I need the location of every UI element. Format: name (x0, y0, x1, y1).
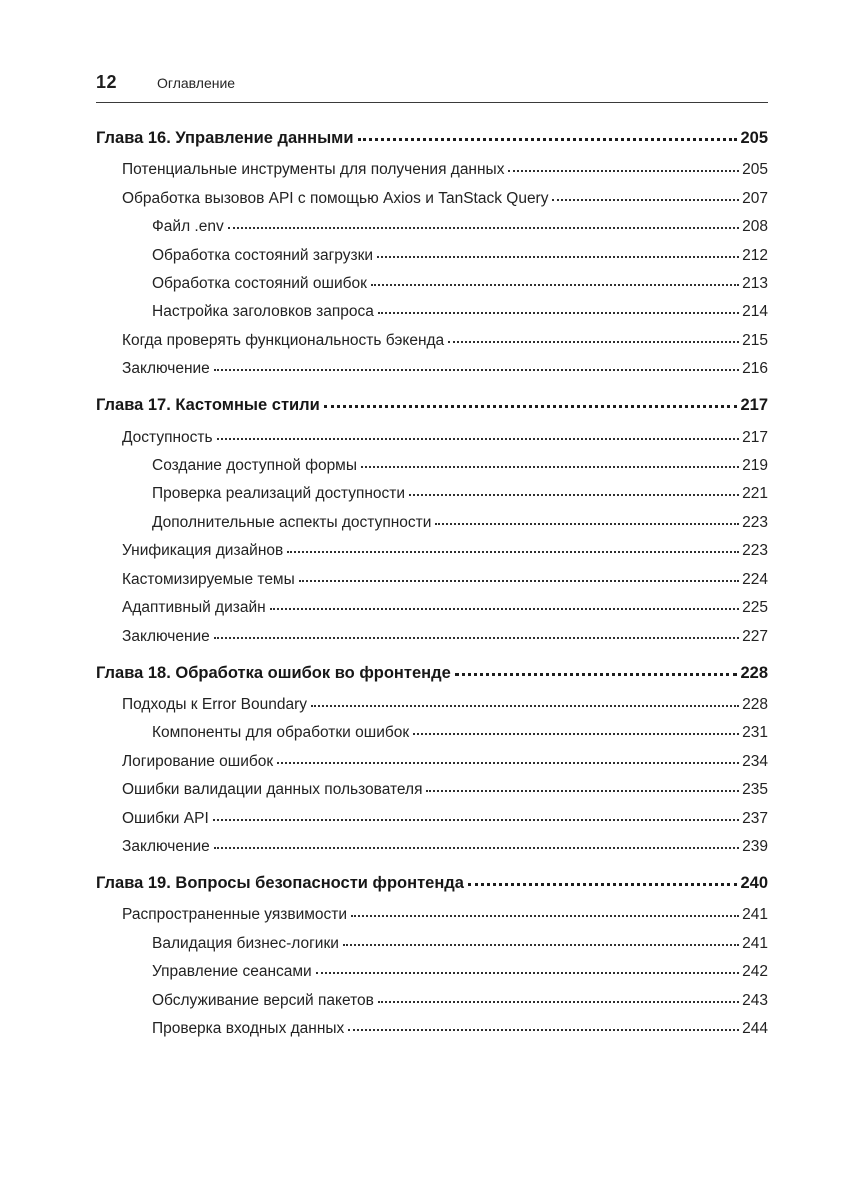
toc-entry-row (96, 514, 768, 532)
toc-entry-page: 242 (742, 963, 768, 981)
dot-leader (378, 312, 739, 314)
toc-entry-page: 221 (742, 485, 768, 503)
toc-entry-row (96, 696, 768, 714)
toc-entry-title: Обработка состояний ошибок (152, 275, 367, 292)
toc-entry-page: 214 (742, 303, 768, 321)
page-content (96, 0, 768, 1049)
toc-entry-title: Адаптивный дизайн (122, 599, 266, 617)
dot-leader (371, 284, 739, 286)
toc-entry-title: Распространенные уязвимости (122, 906, 348, 924)
dot-leader (214, 847, 739, 849)
toc-entry-title: Проверка реализаций доступности (152, 485, 406, 503)
running-header (96, 0, 768, 103)
toc-entry-title: Создание доступной формы (152, 456, 357, 474)
toc-entry-row (96, 810, 768, 828)
dot-leader (508, 170, 739, 172)
toc-entry-row (96, 628, 768, 646)
toc-entry-title: Настройка заголовков запроса (152, 303, 374, 321)
toc-entry-title: Глава 18. Обработка ошибок во фронтенде (96, 663, 451, 682)
toc-chapter-row (96, 664, 768, 683)
toc-entry-page: 224 (742, 570, 768, 588)
toc-entry-page: 227 (742, 627, 768, 645)
toc-entry-title: Обслуживание версий пакетов (152, 991, 374, 1009)
dot-leader (552, 199, 739, 201)
toc-section (96, 664, 768, 856)
toc-entry-row (96, 247, 768, 265)
toc-entry-page: 234 (742, 752, 768, 770)
toc-entry-page: 228 (740, 663, 768, 682)
dot-leader (409, 494, 739, 496)
toc-entry-row (96, 935, 768, 953)
toc-entry-title: Валидация бизнес-логики (152, 934, 339, 952)
toc-entry-title: Управление сеансами (152, 963, 312, 981)
toc-entry-title: Заключение (122, 360, 210, 378)
toc-entry-page: 243 (742, 991, 768, 1009)
toc-entry-title: Глава 17. Кастомные стили (96, 396, 320, 415)
toc-entry-row (96, 753, 768, 771)
toc-entry-title: Файл .env (152, 218, 224, 236)
toc-entry-row (96, 485, 768, 503)
toc-entry-page: 216 (742, 360, 768, 378)
toc-entry-row (96, 275, 768, 293)
toc-entry-page: 205 (742, 161, 768, 179)
dot-leader (316, 972, 739, 974)
dot-leader (214, 369, 739, 371)
toc-entry-page: 228 (742, 695, 768, 713)
dot-leader (455, 673, 738, 676)
toc-entry-row (96, 992, 768, 1010)
toc-entry-title: Дополнительные аспекты доступности (152, 513, 432, 531)
dot-leader (217, 438, 740, 440)
toc-entry-row (96, 599, 768, 617)
toc-entry-row (96, 906, 768, 924)
toc-entry-page: 241 (742, 934, 768, 952)
toc-entry-page: 231 (742, 724, 768, 742)
toc-entry-title: Заключение (122, 627, 210, 645)
toc-entry-page: 225 (742, 599, 768, 617)
toc-entry-row (96, 161, 768, 179)
toc-entry-title: Компоненты для обработки ошибок (152, 724, 410, 742)
toc-section (96, 396, 768, 645)
dot-leader (448, 341, 739, 343)
toc-entry-page: 208 (742, 218, 768, 236)
dot-leader (299, 580, 739, 582)
toc-entry-title: Кастомизируемые темы (122, 570, 295, 588)
dot-leader (361, 466, 739, 468)
running-header-title: Оглавление (157, 75, 236, 91)
toc-entry-page: 212 (742, 246, 768, 264)
toc-entry-title: Обработка вызовов API с помощью Axios и TanStack Query (122, 189, 549, 207)
toc-section (96, 129, 768, 378)
table-of-contents (96, 103, 768, 1038)
toc-entry-page: 205 (740, 129, 768, 147)
dot-leader (358, 138, 738, 141)
toc-entry-row (96, 838, 768, 856)
toc-entry-title: Подходы к Error Boundary (122, 695, 308, 713)
toc-entry-title: Ошибки API (122, 809, 209, 827)
toc-entry-title: Проверка входных данных (152, 1020, 345, 1038)
toc-entry-page: 219 (742, 456, 768, 474)
toc-entry-page: 241 (742, 906, 768, 924)
toc-entry-page: 217 (742, 428, 768, 446)
dot-leader (377, 256, 739, 258)
page-number: 12 (96, 72, 118, 92)
dot-leader (343, 944, 739, 946)
toc-entry-page: 235 (742, 781, 768, 799)
toc-entry-row (96, 360, 768, 378)
toc-entry-row (96, 963, 768, 981)
toc-entry-title: Потенциальные инструменты для получения данных (122, 161, 505, 179)
toc-entry-row (96, 781, 768, 799)
dot-leader (214, 637, 739, 639)
toc-entry-page: 239 (742, 838, 768, 856)
toc-entry-title: Заключение (122, 838, 210, 856)
toc-entry-page: 244 (742, 1020, 768, 1038)
dot-leader (228, 227, 739, 229)
toc-entry-row (96, 457, 768, 475)
dot-leader (277, 762, 739, 764)
toc-entry-row (96, 332, 768, 350)
toc-entry-title: Глава 16. Управление данными (96, 129, 354, 147)
toc-entry-row (96, 429, 768, 447)
dot-leader (348, 1029, 739, 1031)
toc-entry-row (96, 571, 768, 589)
toc-section (96, 874, 768, 1038)
toc-entry-page: 217 (740, 396, 768, 415)
dot-leader (351, 915, 739, 917)
dot-leader (324, 405, 738, 408)
dot-leader (311, 705, 739, 707)
toc-entry-title: Глава 19. Вопросы безопасности фронтенда (96, 874, 464, 893)
toc-entry-row (96, 542, 768, 560)
toc-entry-row (96, 303, 768, 321)
dot-leader (287, 551, 739, 553)
toc-entry-page: 215 (742, 331, 768, 349)
dot-leader (270, 608, 739, 610)
dot-leader (413, 733, 739, 735)
dot-leader (378, 1001, 739, 1003)
toc-entry-title: Логирование ошибок (122, 752, 274, 770)
toc-entry-title: Доступность (122, 428, 213, 446)
dot-leader (435, 523, 739, 525)
toc-chapter-row (96, 129, 768, 148)
toc-entry-title: Обработка состояний загрузки (152, 246, 374, 264)
toc-entry-title: Ошибки валидации данных пользователя (122, 781, 423, 799)
dot-leader (468, 883, 738, 886)
toc-entry-page: 213 (742, 275, 768, 292)
toc-chapter-row (96, 396, 768, 415)
toc-entry-page: 223 (742, 542, 768, 560)
toc-entry-row (96, 190, 768, 208)
dot-leader (426, 790, 739, 792)
toc-entry-row (96, 218, 768, 236)
toc-entry-page: 237 (742, 809, 768, 827)
toc-chapter-row (96, 874, 768, 893)
dot-leader (213, 819, 739, 821)
toc-entry-title: Когда проверять функциональность бэкенда (122, 331, 445, 349)
toc-entry-row (96, 1020, 768, 1038)
toc-entry-page: 223 (742, 513, 768, 531)
toc-entry-page: 207 (742, 189, 768, 207)
toc-entry-row (96, 724, 768, 742)
toc-entry-page: 240 (740, 874, 768, 893)
toc-entry-title: Унификация дизайнов (122, 542, 284, 560)
